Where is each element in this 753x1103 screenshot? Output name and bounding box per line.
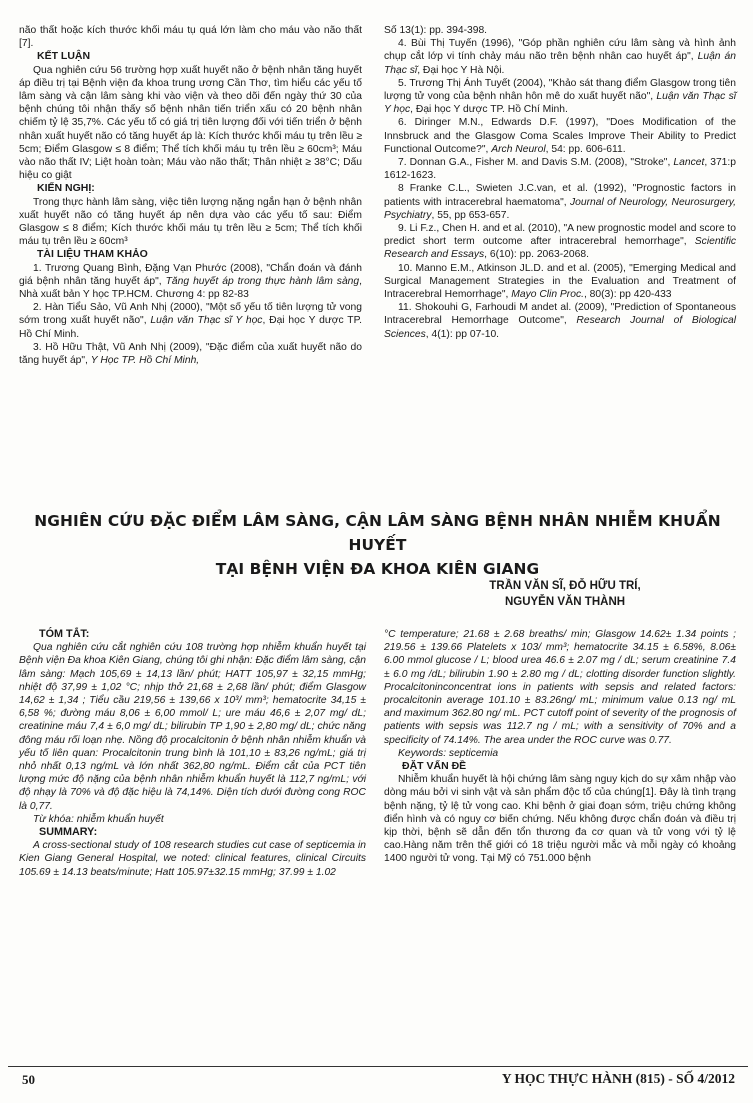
reference-text: 4. Bùi Thị Tuyến (1996), "Góp phần nghiên cứu lâm sàng và hình ảnh chụp cắt lớp vi tính chảy máu não trên bệnh nhân cao huyết áp", [384, 38, 736, 63]
reference-item [384, 301, 736, 341]
reference-details: , Đại học Y dược TP. Hồ Chí Minh. [410, 104, 568, 116]
bottom-left-column [19, 628, 366, 879]
reference-details: , 371:p 1612-1623. [384, 157, 736, 182]
reference-text: 7. Donnan G.A., Fisher M. and Davis S.M. (2008), "Stroke", [398, 157, 674, 169]
reference-item [19, 262, 362, 302]
reference-text: 1. Trương Quang Bình, Đặng Vạn Phước (2008), "Chẩn đoán và đánh giá bệnh nhân tăng huyết áp", [19, 262, 362, 287]
tu-khoa: Từ khóa: nhiễm khuẩn huyết [33, 813, 164, 825]
reference-item [384, 182, 736, 222]
reference-text: 8 Franke C.L., Swieten J.C.van, et al. (1992), "Prognostic factors in patients with intracerebral haematoma", [384, 183, 736, 208]
reference-details: , 6(10): pp. 2063-2068. [484, 249, 589, 261]
reference-source: Scientific Research and Essays [384, 236, 736, 261]
reference-details: , 54: pp. 606-611. [545, 143, 626, 155]
tom-tat-text: Qua nghiên cứu cắt nghiên cứu 108 trường hợp nhiễm khuẩn huyết tại Bệnh viện Đa khoa Kiên Giang, chúng tôi ghi nhận: Đặc điểm lâm sàng, cận lâm sàng: Mạch 105,69 ± 14,13 lần/ phút; HATT 105,97 ± 32,15 mmHg; nhiệt độ 37,99 ± 1,02 °C; nhịp thở 21,68 ± 2,68 lần/ phút; điểm Glasgow 14,62 ± 1,34 ; Tiểu cầu 219,56 ± 139,66 x 10³/ mm³; hematocrite 34,15 ± 6,58 %; đường máu 8,06 ± 6,00 mmol/ L; ure máu 46,6 ± 2,07 mg/ dL; creatinine máu 7,4 ± 6,0 mg/ dL; bilirubin TP 1,90 ± 2,80 mg/ dL; chức năng đông máu rối loạn nhẹ. Nồng độ procalcitonin ở bệnh nhân nhiễm khuẩn và yếu tố liên quan: Procalcitonin trung bình là 101,10 ± 83,26 ng/mL; giá trị nhỏ nhất 0,13 ng/mL và lớn nhất 362,80 ng/mL. Điểm cắt của PCT tiên lượng mức độ nặng của bệnh nhân nhiễm khuẩn huyết là 112,7 ng/mL; với độ nhạy là 70% và độ đặc hiệu là 74,14%. Diện tích dưới đường cong ROC là 0,77. [19, 642, 366, 812]
reference-source: Research Journal of Biological Sciences [384, 315, 736, 340]
reference-source: Tăng huyết áp trong thực hành lâm sàng [165, 275, 360, 287]
summary-text: A cross-sectional study of 108 research studies cut case of septicemia in Kien Giang General Hospital, we noted: clinical features, clinical Circuits 105.69 ± 14.13 beats/minute; Hatt 105.97±32.15 mmHg; 37.99 ± 1.02 [19, 840, 366, 878]
reference-source: Arch Neurol [491, 143, 546, 155]
references-heading: TÀI LIỆU THAM KHẢO [37, 248, 148, 261]
ket-luan-text: Qua nghiên cứu 56 trường hợp xuất huyết não ở bệnh nhân tăng huyết áp điều trị tại Bệnh viện đa khoa trung ương Cần Thơ, tìm hiểu các yếu tố lâm sàng và cận lâm sàng khi vào viện và theo dõi đến ngày thứ 30 của bệnh chúng tôi nhận thấy số bệnh nhân tiến triển xấu có 20 bệnh nhân chiếm tỷ lệ 35,7%. Các yếu tố có giá trị tiên lượng đối với tiến triển ở bệnh nhân xuất huyết não có tăng huyết áp là: Kích thước khối máu tụ trên lều ≥ 5cm; Điểm Glasgow ≤ 8 điểm; Thể tích khối máu tụ trên lều ≥ 60cm³; Máu vào não thất IV; Liệt hoàn toàn; Máu vào não thất; Thân nhiệt ≥ 38°C; Dấu hiệu co giật [19, 64, 362, 182]
dat-van-de-heading: ĐẶT VẤN ĐỀ [402, 760, 467, 773]
reference-details: , 80(3): pp 420-433 [583, 289, 672, 301]
reference-source: Journal of Neurology, Neurosurgery, Psychiatry [384, 196, 736, 221]
reference-source: Luận văn Thạc sĩ Y học [150, 315, 263, 327]
journal-name: Y HỌC THỰC HÀNH (815) - SỐ 4/2012 [501, 1071, 735, 1086]
reference-details: , 55, pp 653-657. [431, 209, 510, 221]
reference-text: 10. Manno E.M., Atkinson JL.D. and et al. (2005), "Emerging Medical and Surgical Management Strategies in the Evaluation and Treatment of Intracerebral Hemorrhage", [384, 262, 736, 301]
reference-source: Lancet [673, 157, 705, 169]
reference-details: , Đại học Y dược TP. Hồ Chí Minh. [19, 315, 362, 340]
reference-source: Luận văn Thạc sĩ Y học [384, 91, 737, 116]
keywords: Keywords: septicemia [398, 747, 499, 759]
reference-text: 2. Hàn Tiểu Sảo, Vũ Anh Nhị (2000), "Một số yếu tố tiên lượng tử vong sớm trong xuất huyết não", [19, 302, 362, 327]
reference-source: Y Học TP. Hồ Chí Minh, [90, 355, 200, 367]
reference-item [19, 341, 362, 367]
top-left-column [19, 24, 362, 367]
reference-source: Mayo Clin Proc. [511, 289, 584, 301]
reference-item [19, 301, 362, 341]
reference-text: 6. Diringer M.N., Edwards D.F. (1997), "Does Modification of the Innsbruck and the Glasgow Coma Scales Improve Their Ability to Predict Functional Outcome?", [384, 117, 736, 155]
reference-details: , Nhà xuất bản Y học TP.HCM. Chương 4: pp 82-83 [19, 275, 363, 301]
reference-item [384, 116, 736, 156]
reference-text: 5. Trương Thị Ánh Tuyết (2004), "Khảo sát thang điểm Glasgow trong tiên lượng tử vong của bệnh nhân hôn mê do xuất huyết não", [384, 77, 736, 103]
article-title-line: NGHIÊN CỨU ĐẶC ĐIỂM LÂM SÀNG, CẬN LÂM SÀNG BỆNH NHÂN NHIỄM KHUẨN HUYẾT [34, 512, 721, 554]
kien-nghi-heading: KIẾN NGHỊ: [37, 182, 95, 195]
page-number: 50 [22, 1072, 35, 1087]
reference-item [384, 222, 736, 262]
bottom-right-column [384, 628, 736, 866]
top-right-column [384, 24, 736, 341]
tom-tat-heading: TÓM TẮT: [39, 628, 90, 640]
intro-tail: não thất hoặc kích thước khối máu tụ quá lớn làm cho máu vào não thất [7]. [19, 25, 362, 50]
reference-item [384, 156, 736, 182]
footer-divider [8, 1066, 748, 1067]
reference-text: 11. Shokouhi G, Farhoudi M andet al. (2009), "Prediction of Spontaneous Intracerebral Hemorrhage Outcome", [384, 302, 736, 327]
reference-text: 3. Hồ Hữu Thật, Vũ Anh Nhị (2009), "Đặc điểm của xuất huyết não do tăng huyết áp", [19, 341, 362, 367]
reference-item [384, 262, 736, 302]
summary-continued: °C temperature; 21.68 ± 2.68 breaths/ min; Glasgow 14.62± 1.34 points ; 219.56 ± 139.66 Platelets x 103/ mm³; hematocrite 34.15 ± 6.58%, 8.06± 6.00 mmol glucose / L; blood urea 46.6 ± 2.07 mg / dL; serum creatinine 7.4 ± 6.0 mg /dL; bilirubin 1.90 ± 2.80 mg / dL; clotting disorder function slightly. Procalcitoninconcentrat ions in patients with sepsis and related factors: procalcitonin average 101.10 ± 83.26ng/ mL; minimum value 0.13 ng/ mL and maximum 362.80 ng/ mL. PCT cutoff point of severity of the prognosis of patients with sepsis was 112.7 ng / mL; with a sensitivity of 70% and a specificity of 74.14%. The area under the ROC curve was 0.77. [384, 629, 736, 746]
reference-details: , 4(1): pp 07-10. [425, 328, 500, 340]
reference-item [384, 77, 736, 117]
ket-luan-heading: KẾT LUẬN [37, 50, 91, 63]
article-authors [420, 578, 710, 610]
reference-list [19, 262, 362, 368]
summary-heading: SUMMARY: [39, 826, 98, 839]
reference-tail: Số 13(1): pp. 394-398. [384, 25, 488, 36]
reference-text: 9. Li F.z., Chen H. and et al. (2010), "A new prognostic model and score to predict short term outcome after intracerebral hemorrhage", [384, 223, 736, 248]
article-title-line: TẠI BỆNH VIỆN ĐA KHOA KIÊN GIANG [215, 560, 540, 578]
reference-item [384, 37, 736, 77]
dat-van-de-text: Nhiễm khuẩn huyết là hội chứng lâm sàng nguy kịch do sự xâm nhập vào dòng máu bởi vi sinh vật và sản phẩm độc tố của chúng[1]. Đây là tình trạng bệnh nặng, tỷ lệ tử vong cao. Khi bệnh ở giai đoạn sớm, triệu chứng không điển hình và có nguy cơ biến chứng. Nếu không được chẩn đoán và điều trị kịp thời, bệnh sẽ dẫn đến tổn thương đa cơ quan và tử vong với tỷ lệ cao.Hàng năm trên thế giới có 18 triệu người mắc và mỗi ngày có khoảng 1400 người tử vong. Tại Mỹ có 751.000 bệnh [384, 774, 736, 865]
reference-list [384, 37, 736, 341]
kien-nghi-text: Trong thực hành lâm sàng, việc tiên lượng nặng ngắn hạn ở bệnh nhân xuất huyết não có tăng huyết áp nên dựa vào các yếu tố sau: Điểm Glasgow ≤ 8 điểm; Kích thước khối máu tụ trên lều ≥ 5cm; Thể tích khối máu tụ trên lều ≥ 60cm³ [19, 196, 362, 248]
authors-line: NGUYỄN VĂN THÀNH [504, 596, 626, 608]
article-title [19, 509, 736, 581]
reference-details: , Đại học Y Hà Nội. [417, 64, 505, 76]
authors-line: TRẦN VĂN SĨ, ĐỖ HỮU TRÍ, [489, 580, 641, 592]
reference-source: Luận án Thạc sĩ [384, 51, 736, 76]
